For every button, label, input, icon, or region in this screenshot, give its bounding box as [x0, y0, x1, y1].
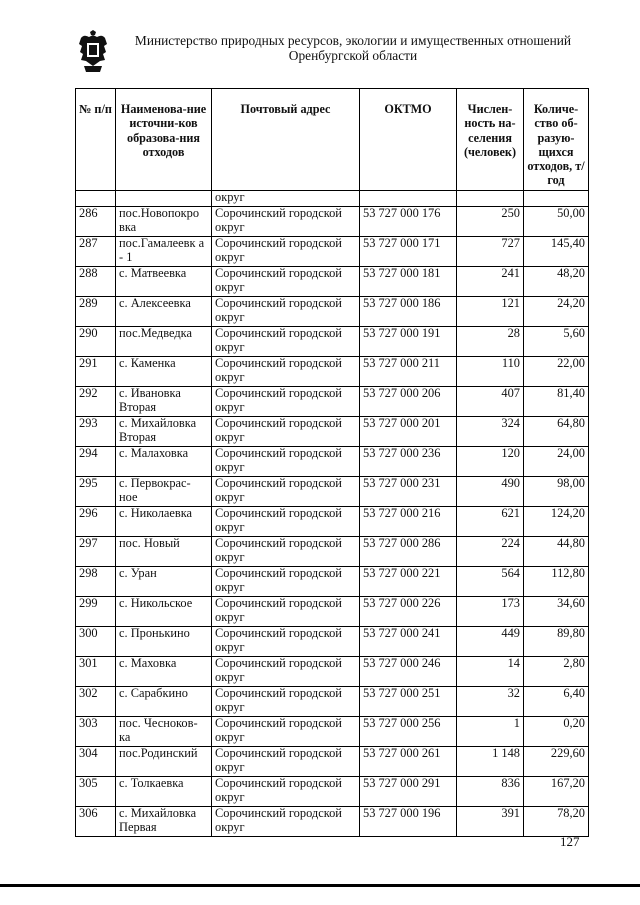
cell-population: 564: [457, 567, 524, 597]
continuation-row: [76, 191, 589, 207]
table-row: [76, 567, 589, 597]
cell-population: 324: [457, 417, 524, 447]
cell-postal-address: Сорочинский городской округ: [212, 747, 360, 777]
cell-row-number: 298: [76, 567, 116, 597]
cell-population: 241: [457, 267, 524, 297]
cell-population: 14: [457, 657, 524, 687]
cell-row-number: 293: [76, 417, 116, 447]
cell-row-number: 287: [76, 237, 116, 267]
cell-row-number: 296: [76, 507, 116, 537]
cell-row-number: 289: [76, 297, 116, 327]
cell-oktmo-code: 53 727 000 211: [360, 357, 457, 387]
cell-source-name: пос. Чесноков-ка: [116, 717, 212, 747]
cell-postal-address: Сорочинский городской округ: [212, 417, 360, 447]
table-row: [76, 447, 589, 477]
cell-waste-amount: 24,00: [524, 447, 589, 477]
cell-source-name: с. Никольское: [116, 597, 212, 627]
cell-postal-address: Сорочинский городской округ: [212, 357, 360, 387]
cell-population: 407: [457, 387, 524, 417]
cell-oktmo-code: 53 727 000 191: [360, 327, 457, 357]
ministry-header: [118, 33, 588, 63]
cell-source-name: с. Михайловка Вторая: [116, 417, 212, 447]
cell-population: 449: [457, 627, 524, 657]
cell-postal-address: Сорочинский городской округ: [212, 807, 360, 837]
cell-population: 1: [457, 717, 524, 747]
cell-source-name: с. Николаевка: [116, 507, 212, 537]
cell-waste-amount: 48,20: [524, 267, 589, 297]
cell-oktmo-code: 53 727 000 261: [360, 747, 457, 777]
cell-population: 28: [457, 327, 524, 357]
table-row: [76, 657, 589, 687]
cell-waste-amount: 34,60: [524, 597, 589, 627]
cell-oktmo-code: 53 727 000 236: [360, 447, 457, 477]
cell-oktmo-code: 53 727 000 286: [360, 537, 457, 567]
col-header-number: № п/п: [76, 89, 116, 191]
cell-waste-amount: 24,20: [524, 297, 589, 327]
cell-postal-address: Сорочинский городской округ: [212, 597, 360, 627]
cell-source-name: пос.Новопокро вка: [116, 207, 212, 237]
cell-source-name: с. Каменка: [116, 357, 212, 387]
cell-source-name: с. Михайловка Первая: [116, 807, 212, 837]
page-number: 127: [560, 834, 580, 849]
cell-oktmo-code: 53 727 000 196: [360, 807, 457, 837]
table-row: [76, 417, 589, 447]
table-row: [76, 237, 589, 267]
cell-population: 391: [457, 807, 524, 837]
table-row: [76, 537, 589, 567]
table-row: [76, 777, 589, 807]
cell-source-name: с. Сарабкино: [116, 687, 212, 717]
cell-postal-address: Сорочинский городской округ: [212, 507, 360, 537]
cell-oktmo-code: 53 727 000 291: [360, 777, 457, 807]
table-row: [76, 387, 589, 417]
cell-waste-amount: 64,80: [524, 417, 589, 447]
table-row: [76, 507, 589, 537]
cell-oktmo-code: 53 727 000 186: [360, 297, 457, 327]
cell-source-name: с. Малаховка: [116, 447, 212, 477]
table-header-row: [76, 89, 589, 191]
cell-row-number: 286: [76, 207, 116, 237]
cell-source-name: пос.Родинский: [116, 747, 212, 777]
cell-source-name: пос.Медведка: [116, 327, 212, 357]
cell-oktmo-code: 53 727 000 216: [360, 507, 457, 537]
cell-source-name: пос. Новый: [116, 537, 212, 567]
cell-oktmo-code: 53 727 000 246: [360, 657, 457, 687]
cell-postal-address: Сорочинский городской округ: [212, 717, 360, 747]
cell-population: 836: [457, 777, 524, 807]
cell-oktmo-code: 53 727 000 251: [360, 687, 457, 717]
cell-waste-amount: 81,40: [524, 387, 589, 417]
cell-oktmo-code: 53 727 000 206: [360, 387, 457, 417]
cell-row-number: 295: [76, 477, 116, 507]
cell-row-number: 305: [76, 777, 116, 807]
cell-row-number: 292: [76, 387, 116, 417]
cell-postal-address: Сорочинский городской округ: [212, 237, 360, 267]
cell-source-name: с. Уран: [116, 567, 212, 597]
cell-population: 121: [457, 297, 524, 327]
cell-postal-address: Сорочинский городской округ: [212, 267, 360, 297]
cell-row-number: 304: [76, 747, 116, 777]
cell-waste-amount: 89,80: [524, 627, 589, 657]
cell-postal-address: Сорочинский городской округ: [212, 567, 360, 597]
col-header-population: Числен-ность на-селения (человек): [457, 89, 524, 191]
cell-oktmo-code: 53 727 000 241: [360, 627, 457, 657]
table-row: [76, 267, 589, 297]
cell-source-name: с. Ивановка Вторая: [116, 387, 212, 417]
table-row: [76, 477, 589, 507]
cell-waste-amount: 78,20: [524, 807, 589, 837]
cell-row-number: 300: [76, 627, 116, 657]
cell-waste-amount: 50,00: [524, 207, 589, 237]
cell-oktmo-code: 53 727 000 256: [360, 717, 457, 747]
cell-waste-amount: 22,00: [524, 357, 589, 387]
cell-waste-amount: 145,40: [524, 237, 589, 267]
cell-postal-address: Сорочинский городской округ: [212, 477, 360, 507]
cell-population: 727: [457, 237, 524, 267]
region-name: Оренбургской области: [288, 48, 418, 63]
cell-waste-amount: 2,80: [524, 657, 589, 687]
cell-source-name: с. Матвеевка: [116, 267, 212, 297]
cell-row-number: 297: [76, 537, 116, 567]
cell-population: 32: [457, 687, 524, 717]
cell-waste-amount: 112,80: [524, 567, 589, 597]
table-row: [76, 597, 589, 627]
cell-population: 490: [457, 477, 524, 507]
cell-postal-address: Сорочинский городской округ: [212, 627, 360, 657]
coat-of-arms-icon: [76, 30, 110, 74]
table-row: [76, 627, 589, 657]
cell-source-name: с. Маховка: [116, 657, 212, 687]
cell-oktmo-code: 53 727 000 231: [360, 477, 457, 507]
cell-source-name: с. Толкаевка: [116, 777, 212, 807]
cell-waste-amount: 229,60: [524, 747, 589, 777]
table-row: [76, 747, 589, 777]
table-row: [76, 207, 589, 237]
table-row: [76, 687, 589, 717]
cell-waste-amount: 124,20: [524, 507, 589, 537]
cell-source-name: с. Алексеевка: [116, 297, 212, 327]
footer-rule: [0, 884, 640, 887]
cell-oktmo-code: 53 727 000 201: [360, 417, 457, 447]
cell-population: 120: [457, 447, 524, 477]
cell-postal-address: Сорочинский городской округ: [212, 777, 360, 807]
cell-waste-amount: 98,00: [524, 477, 589, 507]
cell-source-name: с. Пронькино: [116, 627, 212, 657]
cell-postal-address: Сорочинский городской округ: [212, 327, 360, 357]
cell-oktmo-code: 53 727 000 171: [360, 237, 457, 267]
cell-row-number: 294: [76, 447, 116, 477]
cell-waste-amount: 6,40: [524, 687, 589, 717]
cell-postal-address: Сорочинский городской округ: [212, 537, 360, 567]
cell-row-number: 290: [76, 327, 116, 357]
cell-waste-amount: 167,20: [524, 777, 589, 807]
cell-population: 224: [457, 537, 524, 567]
cell-postal-address: Сорочинский городской округ: [212, 657, 360, 687]
table-row: [76, 297, 589, 327]
cell-row-number: 302: [76, 687, 116, 717]
continuation-address: округ: [212, 191, 360, 207]
table-row: [76, 327, 589, 357]
cell-postal-address: Сорочинский городской округ: [212, 297, 360, 327]
col-header-postal-address: Почтовый адрес: [212, 89, 360, 191]
cell-population: 110: [457, 357, 524, 387]
cell-population: 1 148: [457, 747, 524, 777]
cell-source-name: с. Первокрас-ное: [116, 477, 212, 507]
cell-waste-amount: 44,80: [524, 537, 589, 567]
cell-population: 250: [457, 207, 524, 237]
cell-row-number: 299: [76, 597, 116, 627]
cell-row-number: 291: [76, 357, 116, 387]
cell-row-number: 301: [76, 657, 116, 687]
cell-postal-address: Сорочинский городской округ: [212, 207, 360, 237]
waste-sources-table: [75, 88, 589, 837]
table-row: [76, 807, 589, 837]
cell-oktmo-code: 53 727 000 176: [360, 207, 457, 237]
cell-waste-amount: 5,60: [524, 327, 589, 357]
cell-source-name: пос.Гамалеевк а - 1: [116, 237, 212, 267]
cell-postal-address: Сорочинский городской округ: [212, 687, 360, 717]
cell-postal-address: Сорочинский городской округ: [212, 387, 360, 417]
col-header-oktmo: ОКТМО: [360, 89, 457, 191]
cell-population: 621: [457, 507, 524, 537]
cell-row-number: 306: [76, 807, 116, 837]
table-row: [76, 357, 589, 387]
col-header-waste-amount: Количе-ство об-разую-щихся отходов, т/год: [524, 89, 589, 191]
cell-oktmo-code: 53 727 000 181: [360, 267, 457, 297]
cell-population: 173: [457, 597, 524, 627]
cell-row-number: 303: [76, 717, 116, 747]
cell-postal-address: Сорочинский городской округ: [212, 447, 360, 477]
cell-oktmo-code: 53 727 000 226: [360, 597, 457, 627]
cell-row-number: 288: [76, 267, 116, 297]
ministry-name: Министерство природных ресурсов, экологии и имущественных отношений: [134, 33, 572, 48]
cell-waste-amount: 0,20: [524, 717, 589, 747]
table-row: [76, 717, 589, 747]
cell-oktmo-code: 53 727 000 221: [360, 567, 457, 597]
col-header-source-name: Наименова-ние источни-ков образова-ния отходов: [116, 89, 212, 191]
